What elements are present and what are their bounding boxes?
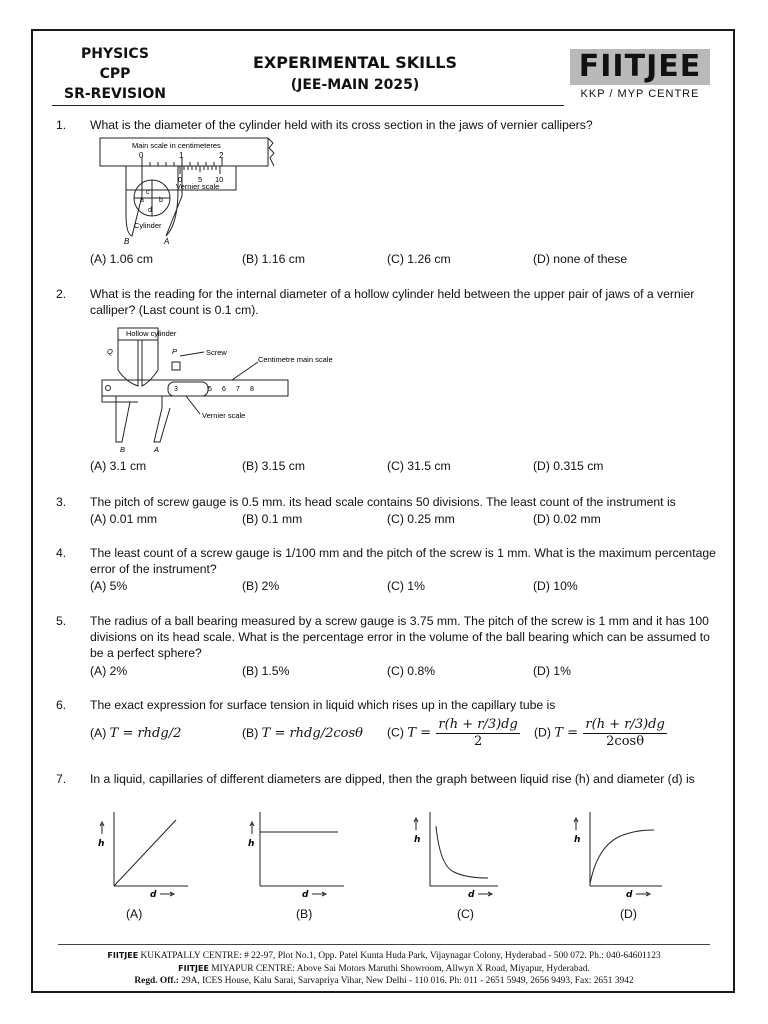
option-label: (B) <box>242 726 259 740</box>
q5-option-d[interactable]: (D) 1% <box>533 664 571 678</box>
footer-line-3 <box>40 975 728 988</box>
question-number: 3. <box>56 495 67 509</box>
main-tick-0: 0 <box>139 151 144 160</box>
cpp-label: CPP <box>99 66 131 82</box>
y-axis-label: h <box>414 835 421 845</box>
main-tick-1: 1 <box>179 151 184 160</box>
q7-option-c[interactable]: (C) <box>457 907 474 921</box>
graph-b <box>240 808 350 900</box>
question-number: 1. <box>56 118 67 132</box>
q5-option-b[interactable]: (B) 1.5% <box>242 664 290 678</box>
q1-option-b[interactable]: (B) 1.16 cm <box>242 252 305 266</box>
footer-brand: FIITJEE <box>178 964 209 973</box>
screw-label: Screw <box>206 348 227 357</box>
q6-option-a[interactable] <box>90 725 181 742</box>
question-text: The least count of a screw gauge is 1/100 mm and the pitch of the screw is 1 mm. What is the maximum percentage error of the instrument? <box>90 546 716 576</box>
question-text: The pitch of screw gauge is 0.5 mm. its head scale contains 50 divisions. The least count of the instrument is <box>90 495 676 509</box>
q1-option-a[interactable]: (A) 1.06 cm <box>90 252 153 266</box>
x-axis-label: d <box>626 890 633 900</box>
main-scale-title: Main scale in centimeteres <box>132 141 221 150</box>
q3-option-b[interactable]: (B) 0.1 mm <box>242 512 303 526</box>
q6-option-c[interactable] <box>387 717 520 750</box>
scale-number-3: 3 <box>174 386 178 393</box>
question-text: What is the reading for the internal diameter of a hollow cylinder held between the upper pair of jaws of a vernier calliper? (Last count is 0.1 cm). <box>90 287 695 317</box>
formula-d-lhs: T = <box>554 725 579 741</box>
quadrant-d: d <box>148 207 152 214</box>
formula-c-numerator: r(h + r/3)dg <box>438 717 518 732</box>
y-axis-label: h <box>98 839 105 849</box>
footer-brand: FIITJEE <box>107 951 139 960</box>
question-text: The radius of a ball bearing measured by a screw gauge is 3.75 mm. The pitch of the screw is 1 mm and it has 100 divisions on its head scale. What is the percentage error in the volume of the ball bearing which can be assumed to be a perfect sphere? <box>90 614 710 660</box>
jaw-label-a: A <box>164 237 170 246</box>
option-label: (D) <box>534 725 551 740</box>
question-text: The exact expression for surface tension in liquid which rises up in the capillary tube is <box>90 698 556 712</box>
quadrant-c: c <box>146 189 150 196</box>
question-number: 2. <box>56 287 67 301</box>
formula-c-lhs: T = <box>407 725 432 741</box>
q3-option-c[interactable]: (C) 0.25 mm <box>387 512 455 526</box>
vernier-tick-0: 0 <box>178 175 183 184</box>
vernier-tick-10: 10 <box>215 175 224 184</box>
graph-a <box>92 808 192 900</box>
vernier-callipers-figure-1 <box>96 136 276 248</box>
x-axis-label: d <box>302 890 309 900</box>
formula-d-fraction <box>583 717 666 750</box>
q3-option-a[interactable]: (A) 0.01 mm <box>90 512 158 526</box>
question-text: What is the diameter of the cylinder held with its cross section in the jaws of vernier callipers? <box>90 118 593 132</box>
y-axis-label: h <box>248 839 255 849</box>
q5-option-a[interactable]: (A) 2% <box>90 664 128 678</box>
letter-a: A <box>154 445 160 454</box>
formula-b: T = rhdg/2cosθ <box>261 726 363 741</box>
q4-option-a[interactable]: (A) 5% <box>90 579 128 593</box>
header-left <box>50 44 180 104</box>
q1-option-d[interactable]: (D) none of these <box>533 252 628 266</box>
header-rule <box>52 105 564 106</box>
formula-d-numerator: r(h + r/3)dg <box>585 717 665 732</box>
footer-rule <box>58 944 710 945</box>
scale-number-7: 7 <box>236 386 240 393</box>
scale-number-8: 8 <box>250 386 254 393</box>
scale-number-6: 6 <box>222 386 226 393</box>
q4-option-d[interactable]: (D) 10% <box>533 579 578 593</box>
question-text: In a liquid, capillaries of different diameters are dipped, then the graph between liquid rise (h) and diameter (d) is <box>90 772 695 786</box>
formula-a: T = rhdg/2 <box>109 726 182 741</box>
graph-c <box>404 808 504 900</box>
q5-option-c[interactable]: (C) 0.8% <box>387 664 436 678</box>
option-label: (C) <box>387 725 404 740</box>
header-title-block <box>230 52 480 96</box>
q4-option-c[interactable]: (C) 1% <box>387 579 425 593</box>
cylinder-label: Cylinder <box>134 221 162 230</box>
vernier-scale-label: Vernier scale <box>176 182 220 191</box>
footer-kukatpally: KUKATPALLY CENTRE: # 22-97, Plot No.1, Opp. Patel Kunta Huda Park, Vijaynagar Colony, Hyderabad - 500 072. Ph.: 040-64601123 <box>140 951 661 961</box>
centre-label: KKP / MYP CENTRE <box>580 88 700 100</box>
jaw-label-b: B <box>124 237 130 246</box>
option-label: (A) <box>90 726 107 740</box>
q2-option-b[interactable]: (B) 3.15 cm <box>242 459 305 473</box>
graph-d <box>568 808 668 900</box>
vernier-scale-label: Vernier scale <box>202 411 246 420</box>
q7-option-d[interactable]: (D) <box>620 907 637 921</box>
revision-label: SR-REVISION <box>64 86 166 102</box>
q4-option-b[interactable]: (B) 2% <box>242 579 280 593</box>
footer-miyapur: MIYAPUR CENTRE: Above Sai Motors Maruthi Showroom, Allwyn X Road, Miyapur, Hyderabad. <box>211 964 590 974</box>
scale-number-5: 5 <box>208 386 212 393</box>
subject-label: PHYSICS <box>80 46 150 62</box>
fiitjee-logo <box>570 49 710 85</box>
vernier-callipers-figure-2 <box>96 322 333 454</box>
q1-option-c[interactable]: (C) 1.26 cm <box>387 252 451 266</box>
q3-option-d[interactable]: (D) 0.02 mm <box>533 512 601 526</box>
formula-d-denominator: 2cosθ <box>606 734 645 749</box>
q6-option-b[interactable] <box>242 725 363 742</box>
quadrant-a: a <box>140 197 144 204</box>
letter-b: B <box>120 445 126 454</box>
x-axis-label: d <box>150 890 157 900</box>
question-number: 7. <box>56 772 67 786</box>
page-title: EXPERIMENTAL SKILLS <box>252 53 458 72</box>
letter-p: P <box>172 347 178 356</box>
footer-regd-office: 29A, ICES House, Kalu Sarai, Sarvapriya Vihar, New Delhi - 110 016. Ph: 011 - 2651 5949, 2656 9493, Fax: 2651 3942 <box>178 976 634 986</box>
question-number: 6. <box>56 698 67 712</box>
main-tick-2: 2 <box>219 151 224 160</box>
formula-c-denominator: 2 <box>473 734 483 749</box>
q2-option-a[interactable]: (A) 3.1 cm <box>90 459 147 473</box>
question-number: 4. <box>56 546 67 560</box>
main-scale-label: Centimetre main scale <box>258 355 333 364</box>
question-number: 5. <box>56 614 67 628</box>
footer-line-2 <box>40 962 728 976</box>
letter-q: Q <box>107 347 113 356</box>
q6-option-d[interactable] <box>534 717 667 750</box>
hollow-cylinder-label: Hollow cylinder <box>126 329 177 338</box>
q2-option-d[interactable]: (D) 0.315 cm <box>533 459 604 473</box>
footer-regd-label: Regd. Off.: <box>134 976 179 986</box>
x-axis-label: d <box>468 890 475 900</box>
y-axis-label: h <box>574 835 581 845</box>
q7-option-b[interactable]: (B) <box>296 907 313 921</box>
vernier-tick-5: 5 <box>198 175 203 184</box>
formula-c-fraction <box>436 717 519 750</box>
footer-line-1 <box>40 949 728 963</box>
page-subtitle: (JEE-MAIN 2025) <box>290 77 420 93</box>
quadrant-b: b <box>159 197 163 204</box>
logo-text: FIITJEE <box>578 49 702 84</box>
q7-option-a[interactable]: (A) <box>126 907 143 921</box>
q2-option-c[interactable]: (C) 31.5 cm <box>387 459 451 473</box>
